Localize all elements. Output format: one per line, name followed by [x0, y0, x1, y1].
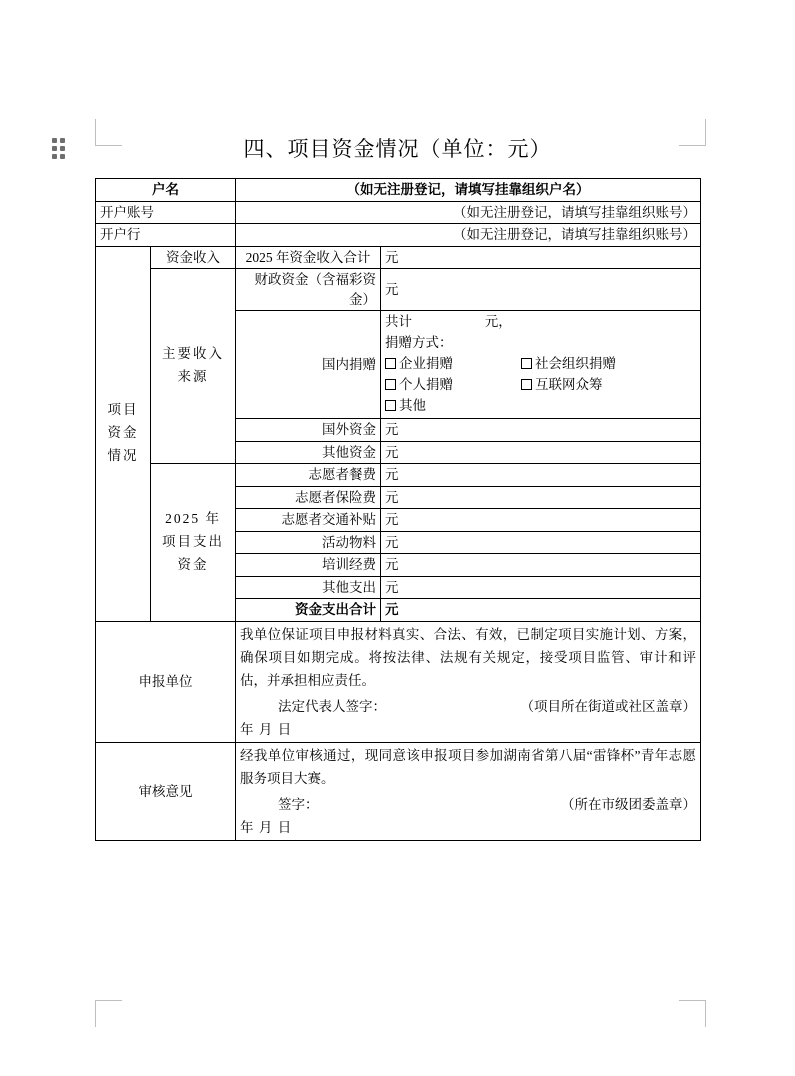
income-row-label: 国外资金	[236, 418, 381, 441]
income-total-unit[interactable]: 元	[381, 246, 701, 269]
expense-row-label: 志愿者餐费	[236, 464, 381, 487]
expense-row-label: 志愿者保险费	[236, 486, 381, 509]
donation-total-prefix: 共计	[385, 314, 412, 330]
donation-total-line	[385, 312, 696, 333]
review-body[interactable]	[236, 743, 701, 841]
option-label: 其他	[399, 398, 426, 414]
review-sign-row	[240, 793, 696, 816]
domestic-donation-detail[interactable]	[381, 311, 701, 419]
crop-mark-bottom-left	[95, 1000, 122, 1027]
donation-option-crowdfunding[interactable]	[521, 375, 696, 396]
table-row	[96, 201, 701, 224]
donation-option-other[interactable]	[385, 396, 521, 417]
expense-row-label: 培训经费	[236, 554, 381, 577]
table-row	[96, 269, 701, 311]
declaration-text: 我单位保证项目申报材料真实、合法、有效，已制定项目实施计划、方案，确保项目如期完成。将按法律、法规有关规定，接受项目监管、审计和评估，并承担相应责任。	[240, 627, 696, 689]
section-label-project-fund: 项目 资金 情况	[96, 246, 151, 621]
expense-row-unit[interactable]: 元	[381, 576, 701, 599]
option-label: 个人捐赠	[399, 377, 453, 393]
review-label: 审核意见	[96, 743, 236, 841]
donation-total-unit: 元，	[484, 314, 512, 330]
bank-label: 开户行	[96, 224, 236, 247]
donation-option-individual[interactable]	[385, 375, 521, 396]
expense-row-unit[interactable]: 元	[381, 486, 701, 509]
bank-value[interactable]: （如无注册登记，请填写挂靠组织账号）	[236, 224, 701, 247]
account-number-label: 开户账号	[96, 201, 236, 224]
checkbox-icon[interactable]	[521, 379, 532, 390]
donation-option-enterprise[interactable]	[385, 354, 521, 375]
review-date-label[interactable]: 年 月 日	[240, 819, 293, 835]
option-label: 企业捐赠	[399, 356, 453, 372]
checkbox-icon[interactable]	[521, 358, 532, 369]
expense-row-unit[interactable]: 元	[381, 509, 701, 532]
expense-group-label: 2025 年 项目支出 资金	[151, 464, 236, 622]
table-row	[96, 743, 701, 841]
table-row	[96, 246, 701, 269]
income-group-label: 资金收入	[151, 246, 236, 269]
checkbox-icon[interactable]	[385, 400, 396, 411]
table-row	[96, 464, 701, 487]
income-source-label: 主要收入 来源	[151, 269, 236, 464]
table-row	[96, 224, 701, 247]
income-row-unit[interactable]: 元	[381, 418, 701, 441]
declaration-body[interactable]	[236, 622, 701, 743]
declaration-sign-row	[240, 695, 696, 718]
income-total-label: 2025 年资金收入合计	[236, 246, 381, 269]
income-row-label: 财政资金（含福彩资金）	[236, 269, 381, 311]
expense-row-label: 活动物料	[236, 531, 381, 554]
account-name-label: 户名	[96, 179, 236, 202]
checkbox-icon[interactable]	[385, 379, 396, 390]
option-label: 互联网众筹	[535, 377, 603, 393]
page-title: 四、项目资金情况（单位：元）	[243, 138, 552, 161]
expense-row-unit[interactable]: 元	[381, 464, 701, 487]
income-row-unit[interactable]: 元	[381, 269, 701, 311]
expense-row-label: 志愿者交通补贴	[236, 509, 381, 532]
declaration-sign-label[interactable]: 法定代表人签字：	[278, 698, 386, 714]
declaration-seal-label: （项目所在街道或社区盖章）	[520, 698, 696, 714]
expense-row-label: 其他支出	[236, 576, 381, 599]
project-fund-table	[95, 178, 701, 841]
declaration-label: 申报单位	[96, 622, 236, 743]
domestic-donation-label: 国内捐赠	[236, 311, 381, 419]
option-label: 社会组织捐赠	[535, 356, 616, 372]
expense-row-unit[interactable]: 元	[381, 554, 701, 577]
donation-method-options	[385, 354, 696, 417]
donation-option-social-org[interactable]	[521, 354, 696, 375]
income-row-label: 其他资金	[236, 441, 381, 464]
account-number-value[interactable]: （如无注册登记，请填写挂靠组织账号）	[236, 201, 701, 224]
income-row-unit[interactable]: 元	[381, 441, 701, 464]
checkbox-icon[interactable]	[385, 358, 396, 369]
declaration-date-label[interactable]: 年 月 日	[240, 721, 293, 737]
review-text: 经我单位审核通过，现同意该申报项目参加湖南省第八届“雷锋杯”青年志愿服务项目大赛。	[240, 748, 696, 787]
expense-total-label: 资金支出合计	[236, 599, 381, 622]
review-sign-label[interactable]: 签字：	[278, 796, 319, 812]
crop-mark-bottom-right	[679, 1000, 706, 1027]
table-row	[96, 179, 701, 202]
expense-row-unit[interactable]: 元	[381, 531, 701, 554]
expense-total-unit[interactable]: 元	[381, 599, 701, 622]
account-name-value[interactable]: （如无注册登记，请填写挂靠组织户名）	[236, 179, 701, 202]
table-row	[96, 622, 701, 743]
review-seal-label: （所在市级团委盖章）	[561, 796, 696, 812]
donation-method-label: 捐赠方式：	[385, 335, 453, 351]
